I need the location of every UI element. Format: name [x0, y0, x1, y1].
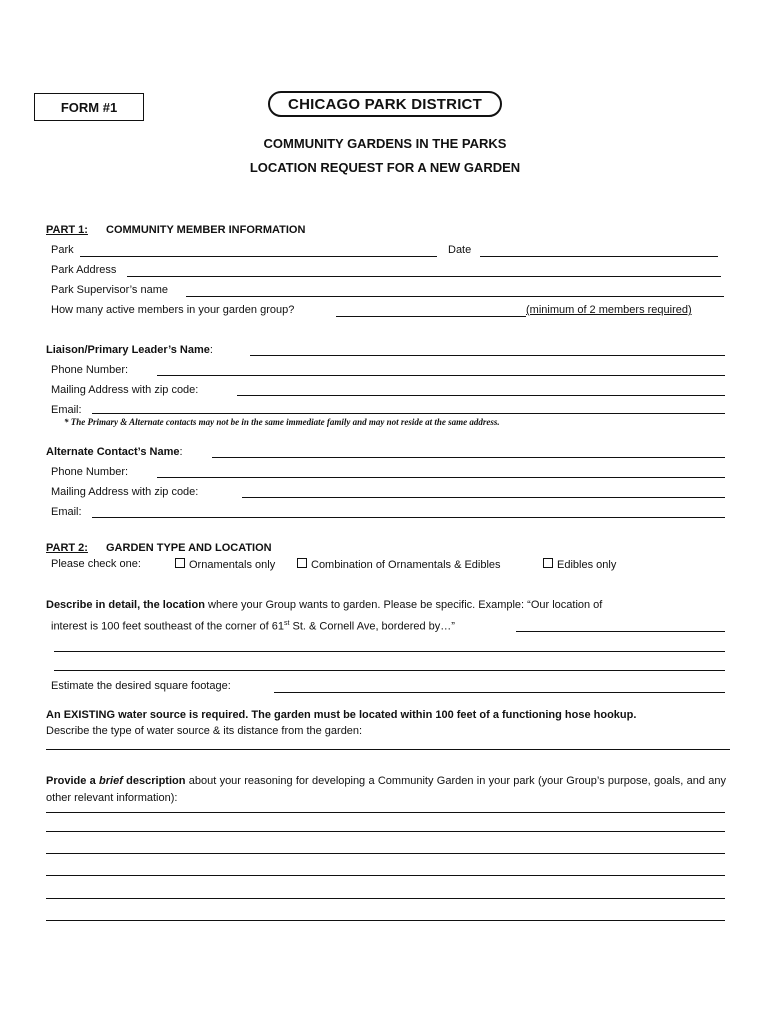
option-edibles[interactable]: Edibles only — [543, 558, 616, 571]
alternate-mailing-label: Mailing Address with zip code: — [51, 486, 199, 498]
members-question-label: How many active members in your garden group? — [51, 304, 295, 316]
park-address-field[interactable] — [127, 276, 721, 277]
alternate-mailing-field[interactable] — [242, 497, 725, 498]
part1-label: PART 1: — [46, 224, 88, 236]
alternate-email-field[interactable] — [92, 517, 725, 518]
chicago-park-district-logo: CHICAGO PARK DISTRICT — [268, 91, 502, 117]
part2-heading: GARDEN TYPE AND LOCATION — [106, 542, 272, 554]
alternate-email-label: Email: — [51, 506, 82, 518]
park-label: Park — [51, 244, 74, 256]
checkbox-icon[interactable] — [543, 558, 553, 568]
option-combination[interactable]: Combination of Ornamentals & Edibles — [297, 558, 501, 571]
date-label: Date — [448, 244, 472, 256]
reasoning-prompt: Provide a brief description about your reasoning for developing a Community Garden in your park (your Group’s purpose, goals, and any other relevant information): — [46, 775, 727, 804]
reasoning-field-4[interactable] — [46, 875, 725, 876]
liaison-name-label: Liaison/Primary Leader’s Name: — [46, 344, 213, 356]
liaison-email-field[interactable] — [92, 413, 725, 414]
alternate-phone-field[interactable] — [157, 477, 725, 478]
park-supervisor-label: Park Supervisor’s name — [51, 284, 168, 296]
date-field[interactable] — [480, 256, 718, 257]
reasoning-field-5[interactable] — [46, 898, 725, 899]
checkbox-icon[interactable] — [175, 558, 185, 568]
park-address-label: Park Address — [51, 264, 117, 276]
contacts-note: * The Primary & Alternate contacts may not be in the same immediate family and may not reside at the same address. — [64, 417, 500, 427]
liaison-name-field[interactable] — [250, 355, 725, 356]
describe-location-example: interest is 100 feet southeast of the corner of 61st St. & Cornell Ave, bordered by…” — [51, 620, 455, 633]
option-ornamentals[interactable]: Ornamentals only — [175, 558, 275, 571]
liaison-phone-field[interactable] — [157, 375, 725, 376]
square-footage-label: Estimate the desired square footage: — [51, 680, 231, 692]
square-footage-field[interactable] — [274, 692, 725, 693]
form-number-label: FORM #1 — [34, 93, 144, 121]
location-field-2[interactable] — [54, 651, 725, 652]
alternate-phone-label: Phone Number: — [51, 466, 129, 478]
alternate-name-field[interactable] — [212, 457, 725, 458]
water-requirement-text: An EXISTING water source is required. The garden must be located within 100 feet of a functioning hose hookup. — [46, 709, 637, 721]
part2-label: PART 2: — [46, 542, 88, 554]
reasoning-field-3[interactable] — [46, 853, 725, 854]
alternate-name-label: Alternate Contact’s Name: — [46, 446, 183, 458]
page-title: COMMUNITY GARDENS IN THE PARKS — [263, 136, 507, 151]
page-subtitle: LOCATION REQUEST FOR A NEW GARDEN — [249, 160, 521, 175]
part1-heading: COMMUNITY MEMBER INFORMATION — [106, 224, 306, 236]
park-field[interactable] — [80, 256, 437, 257]
liaison-email-label: Email: — [51, 404, 82, 416]
check-prompt: Please check one: — [51, 558, 141, 570]
water-source-label: Describe the type of water source & its distance from the garden: — [46, 725, 363, 737]
members-minimum-note: (minimum of 2 members required) — [526, 304, 692, 316]
location-field-3[interactable] — [54, 670, 725, 671]
reasoning-field-1[interactable] — [46, 812, 725, 813]
describe-location-text: Describe in detail, the location where your Group wants to garden. Please be specific. Example: “Our location of — [46, 599, 603, 611]
park-supervisor-field[interactable] — [186, 296, 724, 297]
liaison-phone-label: Phone Number: — [51, 364, 129, 376]
members-count-field[interactable] — [336, 316, 526, 317]
location-field-1[interactable] — [516, 631, 725, 632]
water-source-field[interactable] — [46, 749, 730, 750]
checkbox-icon[interactable] — [297, 558, 307, 568]
liaison-mailing-label: Mailing Address with zip code: — [51, 384, 199, 396]
reasoning-field-6[interactable] — [46, 920, 725, 921]
liaison-mailing-field[interactable] — [237, 395, 725, 396]
reasoning-field-2[interactable] — [46, 831, 725, 832]
